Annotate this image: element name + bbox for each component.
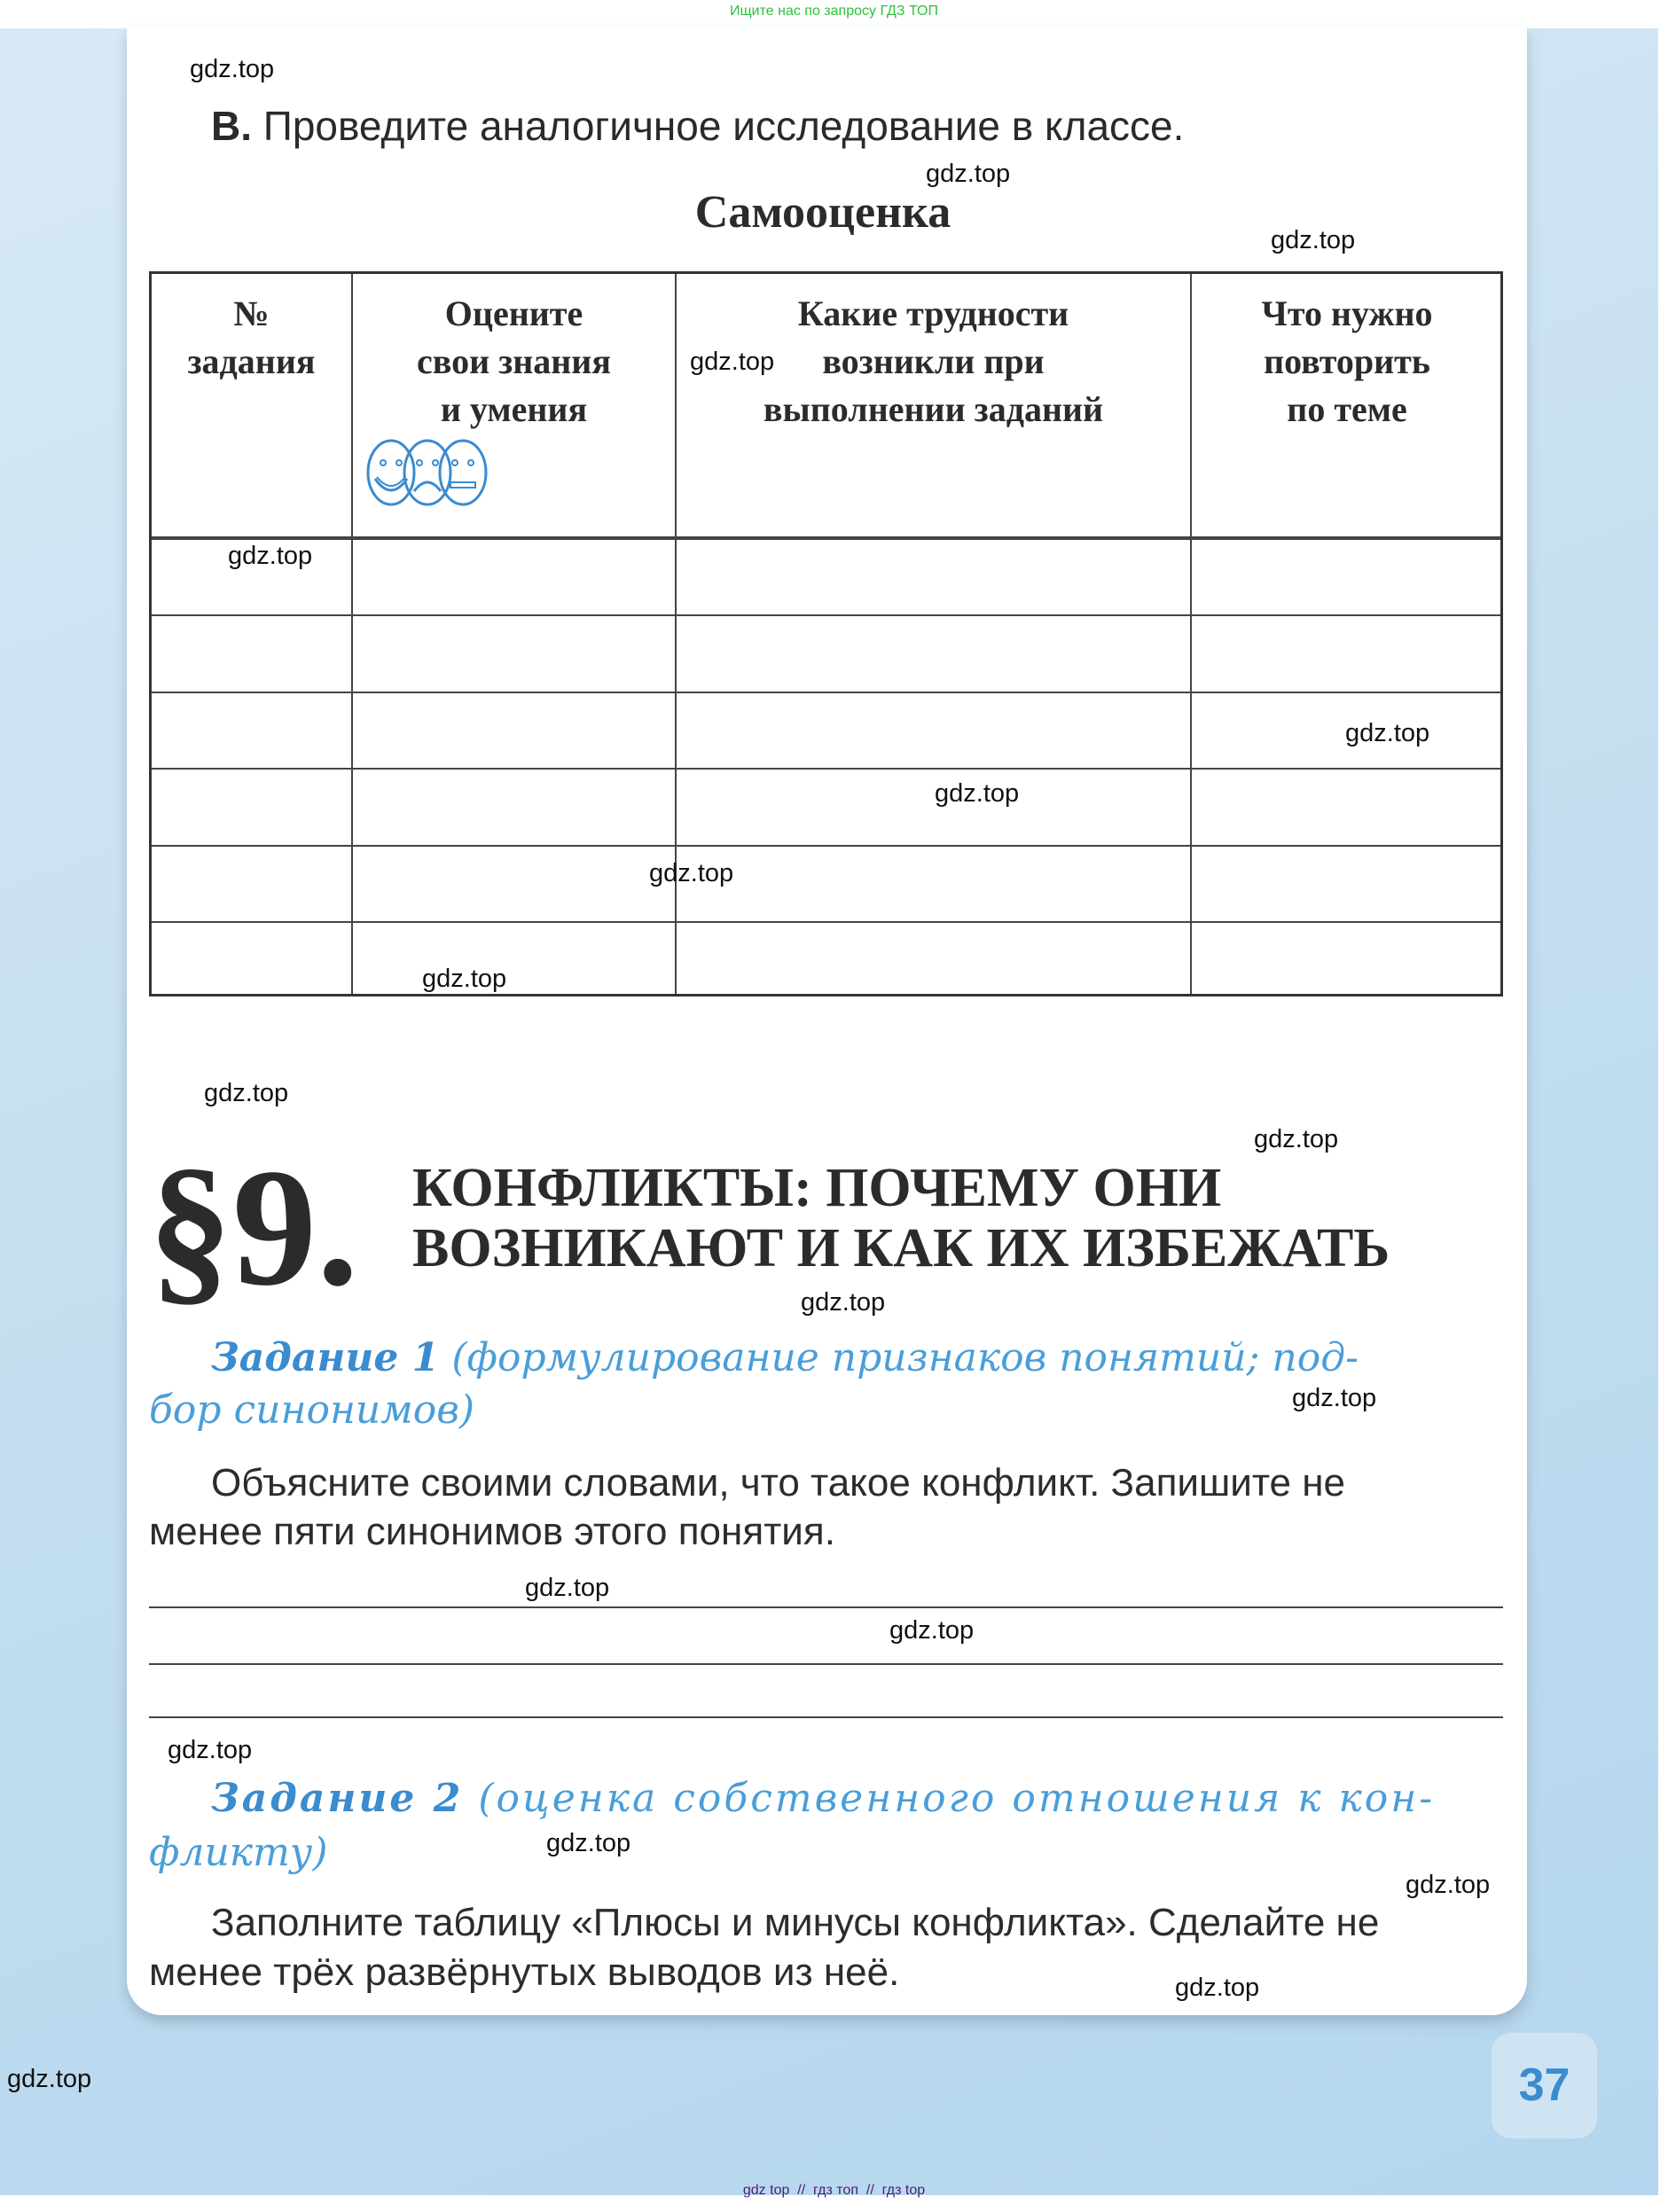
watermark: gdz.top	[1271, 226, 1356, 254]
page-number: 37	[1492, 2033, 1597, 2138]
neutral-face-icon	[437, 438, 489, 507]
watermark: gdz.top	[168, 1736, 253, 1764]
task2-topic-cont: фликту)	[149, 1830, 328, 1875]
task1-text-line1: Объясните своими словами, что такое конфликт. Запишите не	[211, 1461, 1346, 1505]
self-assessment-title: Самооценка	[694, 187, 951, 238]
task2-text-line2: менее трёх развёрнутых выводов из неё.	[149, 1950, 900, 1994]
header-line: Какие трудности	[797, 293, 1069, 333]
header-line: по теме	[1287, 389, 1407, 429]
watermark: gdz.top	[546, 1829, 631, 1857]
column-header-repeat	[1192, 290, 1502, 434]
section-title-line1: КОНФЛИКТЫ: ПОЧЕМУ ОНИ	[412, 1158, 1222, 1218]
task2-topic: (оценка собственного отношения к кон-	[478, 1776, 1436, 1821]
answer-line[interactable]	[149, 1663, 1503, 1665]
task-b	[211, 102, 1184, 150]
watermark: gdz.top	[190, 55, 275, 83]
watermark: gdz.top	[1254, 1125, 1339, 1153]
task1-label: Задание 1	[211, 1335, 440, 1380]
watermark: gdz.top	[7, 2065, 92, 2093]
column-header-rate-knowledge	[353, 290, 675, 434]
task1-heading	[211, 1335, 1359, 1380]
column-header-task-number	[152, 290, 351, 386]
self-assessment-table	[149, 271, 1503, 997]
task1-text-line2: менее пяти синонимов этого понятия.	[149, 1510, 835, 1553]
section-number: §9.	[148, 1135, 359, 1321]
footer-links: gdz top // гдз топ // гдз top	[742, 2183, 926, 2198]
watermark: gdz.top	[422, 965, 507, 993]
task2-heading	[211, 1776, 1435, 1821]
task-b-letter: В.	[211, 103, 252, 149]
watermark: gdz.top	[525, 1574, 610, 1602]
header-line: Что нужно	[1261, 293, 1433, 333]
watermark: gdz.top	[690, 348, 775, 376]
watermark: gdz.top	[801, 1288, 886, 1317]
header-line: возникли при	[822, 341, 1045, 381]
watermark: gdz.top	[204, 1079, 289, 1107]
header-line: задания	[187, 341, 316, 381]
watermark: gdz.top	[1406, 1871, 1491, 1899]
top-banner: Ищите нас по запросу ГДЗ ТОП	[730, 4, 938, 19]
header-line: Оцените	[444, 293, 583, 333]
section-title-line2: ВОЗНИКАЮТ И КАК ИХ ИЗБЕЖАТЬ	[412, 1218, 1390, 1278]
watermark: gdz.top	[889, 1616, 975, 1645]
task1-topic-cont: бор синонимов)	[149, 1387, 475, 1433]
watermark: gdz.top	[926, 160, 1011, 188]
answer-line[interactable]	[149, 1606, 1503, 1608]
task1-topic: (формулирование признаков понятий; под-	[451, 1335, 1359, 1380]
watermark: gdz.top	[1292, 1384, 1377, 1412]
task2-text-line1: Заполните таблицу «Плюсы и минусы конфликта». Сделайте не	[211, 1901, 1380, 1944]
watermark: gdz.top	[1345, 719, 1430, 747]
watermark: gdz.top	[228, 542, 313, 570]
header-line: и умения	[440, 389, 588, 429]
answer-line[interactable]	[149, 1716, 1503, 1718]
watermark: gdz.top	[935, 779, 1020, 808]
watermark: gdz.top	[1175, 1974, 1260, 2002]
header-line: повторить	[1264, 341, 1430, 381]
task2-label: Задание 2	[211, 1776, 464, 1821]
watermark: gdz.top	[649, 859, 734, 887]
header-line: выполнении заданий	[763, 389, 1104, 429]
header-line: №	[233, 293, 270, 333]
task-b-text: Проведите аналогичное исследование в классе.	[262, 103, 1185, 149]
header-line: свои знания	[417, 341, 611, 381]
